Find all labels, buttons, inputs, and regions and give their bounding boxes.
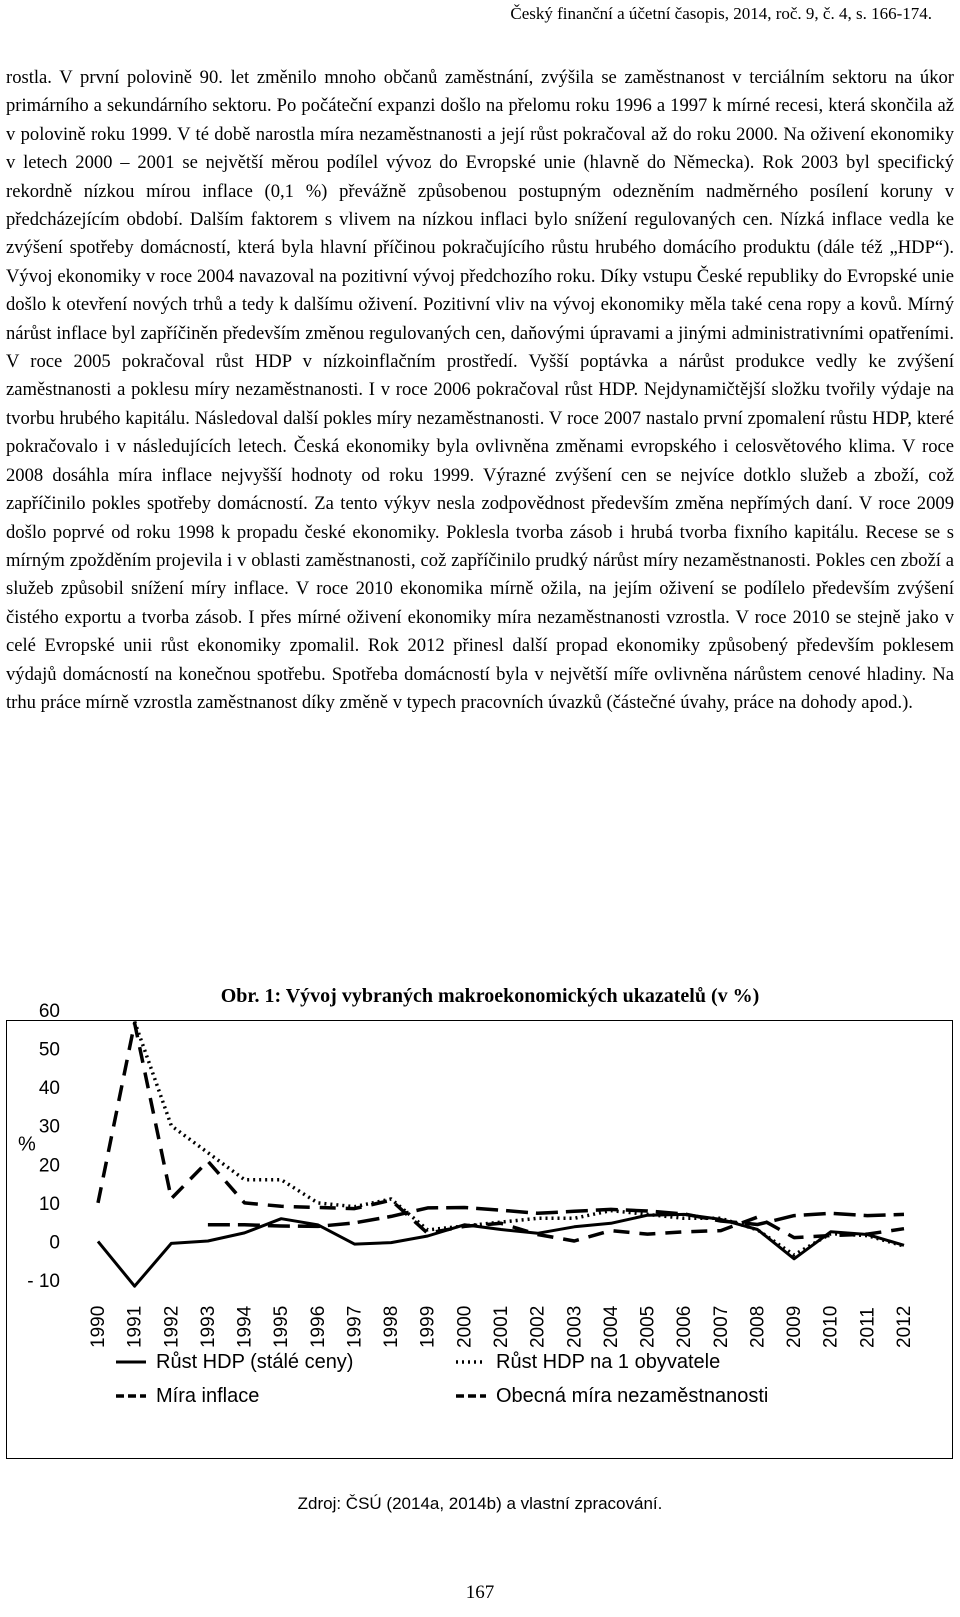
y-tick-label: 30 [38, 1116, 60, 1138]
y-tick-label: - 10 [27, 1271, 60, 1292]
figure-source: Zdroj: ČSÚ (2014a, 2014b) a vlastní zpracování. [297, 1494, 663, 1513]
x-tick-label: 1990 [88, 1305, 109, 1348]
x-tick-label: 1993 [197, 1305, 219, 1348]
journal-citation: Český finanční a účetní časopis, 2014, roč. 9, č. 4, s. 166-174. [510, 4, 932, 23]
x-tick-label: 1992 [161, 1305, 183, 1348]
x-tick-label: 2003 [564, 1305, 586, 1348]
y-tick-label: 60 [38, 1001, 60, 1022]
paragraph: rostla. V první polovině 90. let změnilo mnoho občanů zaměstnání, zvýšila se zaměstnanost v terciálním sektoru na úkor primárního a sekundárního sektoru. Po počáteční expanzi došlo na přelomu roku 1996 a 1997 k mírné recesi, která skončila až v polovině roku 1999. V té době narostla míra nezaměstnanosti a její růst pokračoval až do roku 2000. Na oživení ekonomiky v letech 2000 – 2001 se největší měrou podílel vývoz do Evropské unie (hlavně do Německa). Rok 2003 byl specifický rekordně nízkou mírou inflace (0,1 %) převážně způsobenou postupným odezněním nadměrného posílení koruny v předcházejícím období. Dalším faktorem s vlivem na nízkou inflaci bylo snížení regulovaných cen. Nízká inflace vedla ke zvýšení spotřeby domácností, která byla hlavní příčinou pokračujícího růstu hrubého domácího produktu (dále též „HDP“). Vývoj ekonomiky v roce 2004 navazoval na pozitivní vývoj předchozího roku. Díky vstupu České republiky do Evropské unie došlo k otevření nových trhů a tedy k dalšímu oživení. Pozitivní vliv na vývoj ekonomiky měla také cena ropy a kovů. Mírný nárůst inflace byl zapříčiněn především změnou regulovaných cen, daňovými úpravami a jinými administrativními opatřeními. V roce 2005 pokračoval růst HDP v nízkoinflačním prostředí. Vyšší poptávka a nárůst produkce vedly ke zvýšení zaměstnanosti a poklesu míry nezaměstnanosti. I v roce 2006 pokračoval růst HDP. Nejdynamičtější složku tvořily výdaje na tvorbu hrubého kapitálu. Následoval další pokles míry nezaměstnanosti. V roce 2007 nastalo první zpomalení růstu HDP, které pokračovalo i v následujících letech. Česká ekonomiky byla ovlivněna změnami evropského i celosvětového klima. V roce 2008 dosáhla míra inflace nejvyšší hodnoty od roku 1999. Výrazné zvýšení cen se nejvíce dotklo služeb a zboží, což zapříčinilo pokles spotřeby domácností. Za tento výkyv nesla zodpovědnost především změna nepřímých daní. V roce 2009 došlo poprvé od roku 1998 k propadu české ekonomiky. Poklesla tvorba zásob i hrubá tvorba fixního kapitálu. Recese se s mírným zpožděním projevila i v oblasti zaměstnanosti, což zapříčinilo prudký nárůst míry nezaměstnanosti. Pokles cen zboží a služeb způsobil snížení míry inflace. V roce 2010 ekonomika mírně ožila, na jejím oživení se podílelo především zvýšení čistého exportu a tvorba zásob. I přes mírné oživení ekonomiky míra nezaměstnanosti vzrostla. V roce 2010 se stejně jako v celé Evropské unii růst ekonomiky zpomalil. Rok 2012 přinesl další propad ekonomiky způsobený především poklesem výdajů domácností na konečnou spotřebu. Spotřeba domácností byla v největší míře ovlivněna nárůstem cenové hladiny. Na trhu práce mírně vzrostla zaměstnanost díky změně v typech pracovních úvazků (částečné úvahy, práce na dohody apod.). [6, 67, 954, 713]
y-tick-label: 50 [38, 1039, 60, 1061]
x-tick-label: 1994 [234, 1305, 256, 1348]
x-tick-label: 2006 [674, 1305, 696, 1348]
x-tick-label: 2002 [527, 1305, 549, 1348]
legend-label-2: Růst HDP na 1 obyvatele [496, 1351, 721, 1373]
x-tick-label: 1998 [381, 1305, 403, 1348]
chart-frame [6, 1001, 954, 1460]
legend-label-1: Růst HDP (stálé ceny) [156, 1351, 354, 1373]
y-tick-label: 40 [38, 1078, 60, 1100]
x-tick-label: 1995 [271, 1305, 293, 1348]
x-tick-label: 1996 [307, 1305, 329, 1348]
x-tick-label: 2012 [894, 1305, 915, 1348]
y-tick-label: 0 [49, 1232, 60, 1254]
x-tick-label: 2010 [820, 1305, 842, 1348]
x-tick-label: 2004 [600, 1305, 622, 1348]
legend-label-4: Obecná míra nezaměstnanosti [496, 1385, 769, 1407]
x-tick-label: 2008 [747, 1305, 769, 1348]
y-axis-label: % [18, 1133, 36, 1156]
x-tick-label: 1991 [124, 1305, 146, 1348]
series-line-3 [98, 1023, 904, 1241]
x-tick-label: 2001 [491, 1305, 512, 1348]
x-tick-label: 2000 [454, 1305, 476, 1348]
line-chart [6, 1001, 954, 1460]
x-tick-label: 2005 [637, 1305, 659, 1348]
y-tick-label: 10 [38, 1193, 60, 1215]
x-tick-label: 2011 [857, 1307, 879, 1348]
y-tick-label: 20 [38, 1155, 60, 1177]
figure-title: Obr. 1: Vývoj vybraných makroekonomických ukazatelů (v %) [220, 985, 760, 1007]
legend-label-3: Míra inflace [156, 1385, 260, 1407]
series-line-2 [135, 1022, 904, 1255]
x-tick-label: 2009 [784, 1305, 806, 1348]
x-tick-label: 2007 [710, 1305, 732, 1348]
x-tick-label: 1999 [417, 1305, 439, 1348]
body-text [6, 64, 954, 717]
page-number: 167 [465, 1582, 495, 1603]
x-tick-label: 1997 [344, 1305, 366, 1348]
